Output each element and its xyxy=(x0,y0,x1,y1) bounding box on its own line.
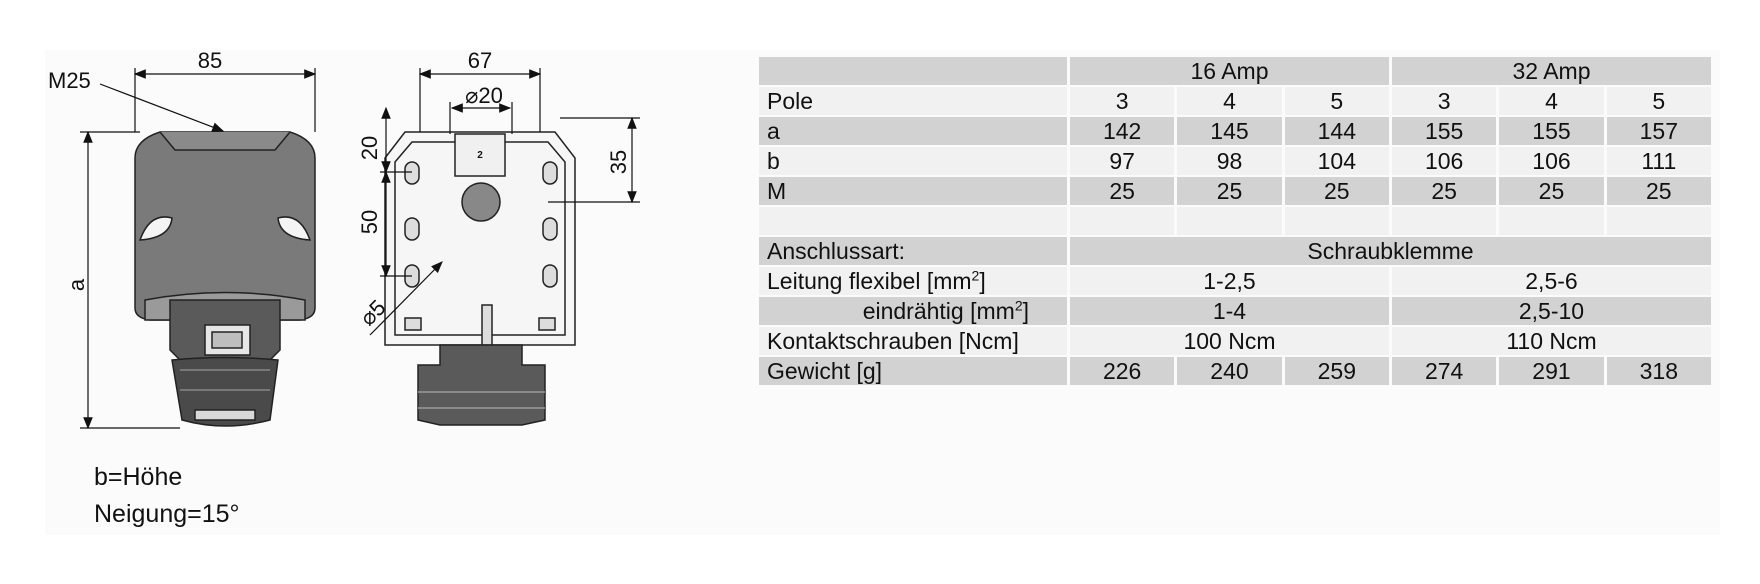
label-text: ] xyxy=(1022,298,1029,324)
dim-thread-label: M25 xyxy=(48,68,91,93)
table-row-eindraehtig xyxy=(759,297,1711,325)
table-cell: 25 xyxy=(1285,177,1389,205)
table-row-b xyxy=(759,147,1711,175)
table-cell: 3 xyxy=(1070,87,1174,115)
row-label xyxy=(759,297,1067,325)
table-cell: 155 xyxy=(1499,117,1603,145)
table-cell: 97 xyxy=(1070,147,1174,175)
label-superscript: 2 xyxy=(1014,297,1023,314)
dim-50: 50 xyxy=(357,209,382,235)
table-cell: 104 xyxy=(1285,147,1389,175)
table-cell: 106 xyxy=(1392,147,1496,175)
dim-20: 20 xyxy=(357,135,382,161)
header-16-amp: 16 Amp xyxy=(1070,57,1389,85)
table-header-row xyxy=(759,57,1711,85)
row-label: b xyxy=(759,147,1067,175)
table-cell: 110 Ncm xyxy=(1392,327,1711,355)
table-cell: 4 xyxy=(1499,87,1603,115)
table-cell: 318 xyxy=(1607,357,1711,385)
label-text: ] xyxy=(979,268,986,294)
table-row-gewicht xyxy=(759,357,1711,385)
table-cell: 100 Ncm xyxy=(1070,327,1389,355)
note-tilt: Neigung=15° xyxy=(94,500,240,528)
table-row-pole xyxy=(759,87,1711,115)
row-label: a xyxy=(759,117,1067,145)
table-row-empty xyxy=(759,207,1711,235)
dim-small-hole: ⌀5 xyxy=(354,294,391,331)
table-cell: Schraubklemme xyxy=(1070,237,1711,265)
table-cell xyxy=(1177,207,1281,235)
dim-a-label: a xyxy=(64,278,89,292)
table-cell xyxy=(759,207,1067,235)
table-row-anschlussart xyxy=(759,237,1711,265)
table-cell: 240 xyxy=(1177,357,1281,385)
table-cell: 111 xyxy=(1607,147,1711,175)
socket-marking: 2 xyxy=(477,150,483,161)
dim-hole-diameter: ⌀20 xyxy=(465,83,503,108)
table-cell xyxy=(1607,207,1711,235)
note-height: b=Höhe xyxy=(94,463,183,491)
table-cell xyxy=(1070,207,1174,235)
row-label: Anschlussart: xyxy=(759,237,1067,265)
table-cell: 4 xyxy=(1177,87,1281,115)
table-cell: 1-4 xyxy=(1070,297,1389,325)
table-cell xyxy=(1499,207,1603,235)
row-label xyxy=(759,267,1067,295)
table-cell: 274 xyxy=(1392,357,1496,385)
table-cell: 98 xyxy=(1177,147,1281,175)
table-cell: 1-2,5 xyxy=(1070,267,1389,295)
table-cell: 25 xyxy=(1070,177,1174,205)
header-32-amp: 32 Amp xyxy=(1392,57,1711,85)
label-text: Leitung flexibel [mm xyxy=(767,268,972,294)
label-superscript: 2 xyxy=(971,267,980,284)
label-text: eindrähtig [mm xyxy=(862,298,1015,324)
table-cell: 155 xyxy=(1392,117,1496,145)
table-row-kontaktschrauben xyxy=(759,327,1711,355)
table-cell xyxy=(1392,207,1496,235)
table-cell: 5 xyxy=(1607,87,1711,115)
table-row-leitung xyxy=(759,267,1711,295)
row-label: M xyxy=(759,177,1067,205)
table-row-m xyxy=(759,177,1711,205)
table-cell: 2,5-6 xyxy=(1392,267,1711,295)
table-cell: 142 xyxy=(1070,117,1174,145)
side-view xyxy=(135,132,315,426)
table-cell: 106 xyxy=(1499,147,1603,175)
dim-67: 67 xyxy=(467,48,493,73)
table-cell xyxy=(1285,207,1389,235)
table-cell: 25 xyxy=(1392,177,1496,205)
table-cell: 25 xyxy=(1499,177,1603,205)
front-view xyxy=(385,132,575,425)
table-cell: 5 xyxy=(1285,87,1389,115)
table-row-a xyxy=(759,117,1711,145)
table-cell: 291 xyxy=(1499,357,1603,385)
table-cell: 2,5-10 xyxy=(1392,297,1711,325)
row-label: Pole xyxy=(759,87,1067,115)
table-cell: 145 xyxy=(1177,117,1281,145)
spec-table xyxy=(756,55,1714,387)
dim-35: 35 xyxy=(606,149,631,175)
table-cell: 25 xyxy=(1607,177,1711,205)
row-label: Kontaktschrauben [Ncm] xyxy=(759,327,1067,355)
table-cell: 25 xyxy=(1177,177,1281,205)
table-cell: 157 xyxy=(1607,117,1711,145)
table-cell: 226 xyxy=(1070,357,1174,385)
row-label: Gewicht [g] xyxy=(759,357,1067,385)
table-cell: 3 xyxy=(1392,87,1496,115)
table-cell xyxy=(759,57,1067,85)
dim-85: 85 xyxy=(197,48,223,73)
table-cell: 144 xyxy=(1285,117,1389,145)
table-cell: 259 xyxy=(1285,357,1389,385)
